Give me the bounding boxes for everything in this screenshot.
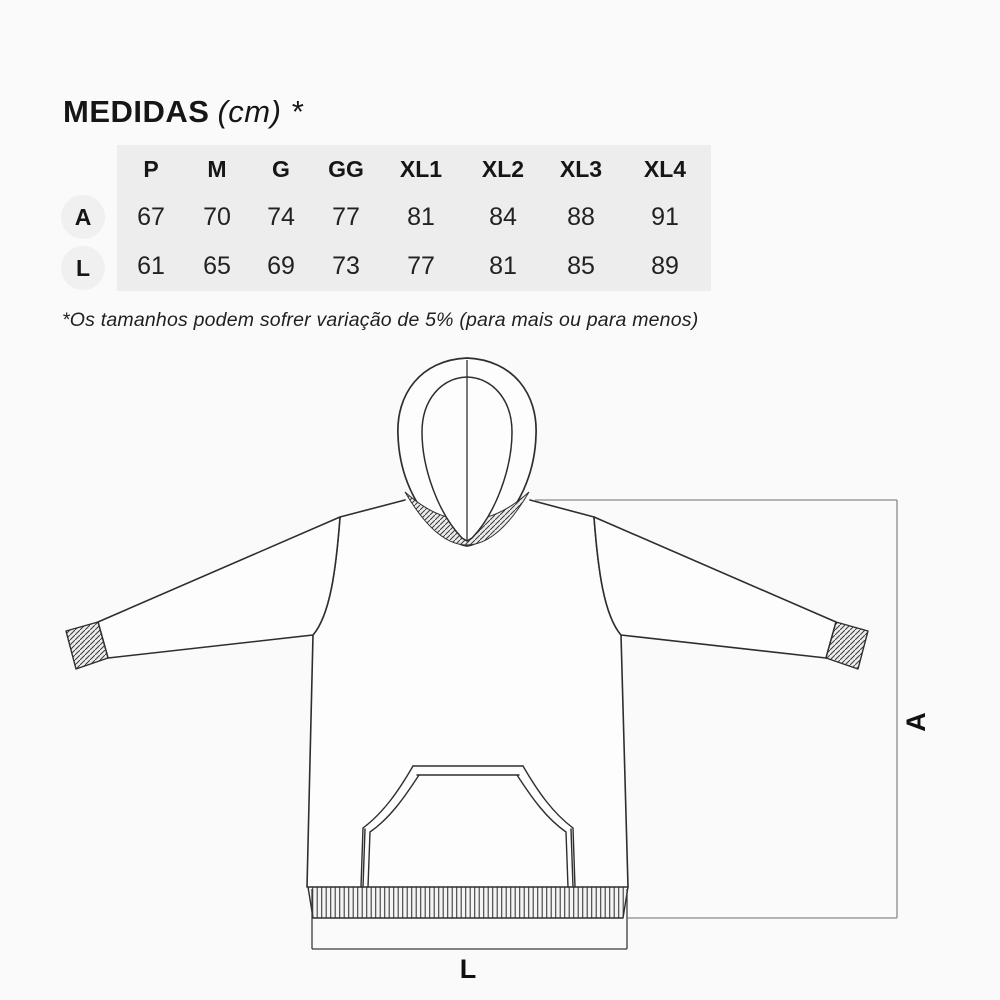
- table-cell-a: 77: [332, 203, 360, 232]
- page-title: [63, 95, 303, 129]
- table-cell-a: 88: [567, 203, 595, 232]
- table-cell-a: 84: [489, 203, 517, 232]
- table-cell-l: 61: [137, 252, 165, 281]
- table-cell-a: 70: [203, 203, 231, 232]
- table-cell-a: 81: [407, 203, 435, 232]
- size-variation-footnote: *Os tamanhos podem sofrer variação de 5% (para mais ou para menos): [62, 309, 699, 331]
- table-cell-l: 89: [651, 252, 679, 281]
- column-header: XL2: [481, 155, 525, 182]
- table-cell-a: 91: [651, 203, 679, 232]
- column-header: P: [143, 155, 159, 182]
- column-header: XL1: [399, 155, 443, 182]
- column-header: M: [207, 155, 227, 182]
- hem-band: [308, 887, 628, 918]
- row-label-a: A: [61, 195, 105, 239]
- table-cell-l: 73: [332, 252, 360, 281]
- table-cell-l: 65: [203, 252, 231, 281]
- table-cell-l: 77: [407, 252, 435, 281]
- height-measure-label: A: [901, 712, 931, 732]
- table-cell-l: 85: [567, 252, 595, 281]
- table-cell-a: 67: [137, 203, 165, 232]
- width-measure-label: L: [459, 954, 477, 984]
- hoodie-body: [307, 500, 628, 887]
- column-header: G: [272, 155, 290, 182]
- table-cell-a: 74: [267, 203, 295, 232]
- left-sleeve: [98, 517, 340, 658]
- row-label-l: L: [61, 246, 105, 290]
- hoodie-diagram: [0, 350, 1000, 1000]
- column-header: XL4: [643, 155, 687, 182]
- table-cell-l: 69: [267, 252, 295, 281]
- title-main: MEDIDAS: [63, 94, 210, 129]
- column-header: GG: [328, 155, 364, 182]
- table-cell-l: 81: [489, 252, 517, 281]
- column-header: XL3: [559, 155, 603, 182]
- size-table: [117, 145, 711, 291]
- right-sleeve: [594, 517, 836, 658]
- title-unit: (cm) *: [217, 94, 304, 129]
